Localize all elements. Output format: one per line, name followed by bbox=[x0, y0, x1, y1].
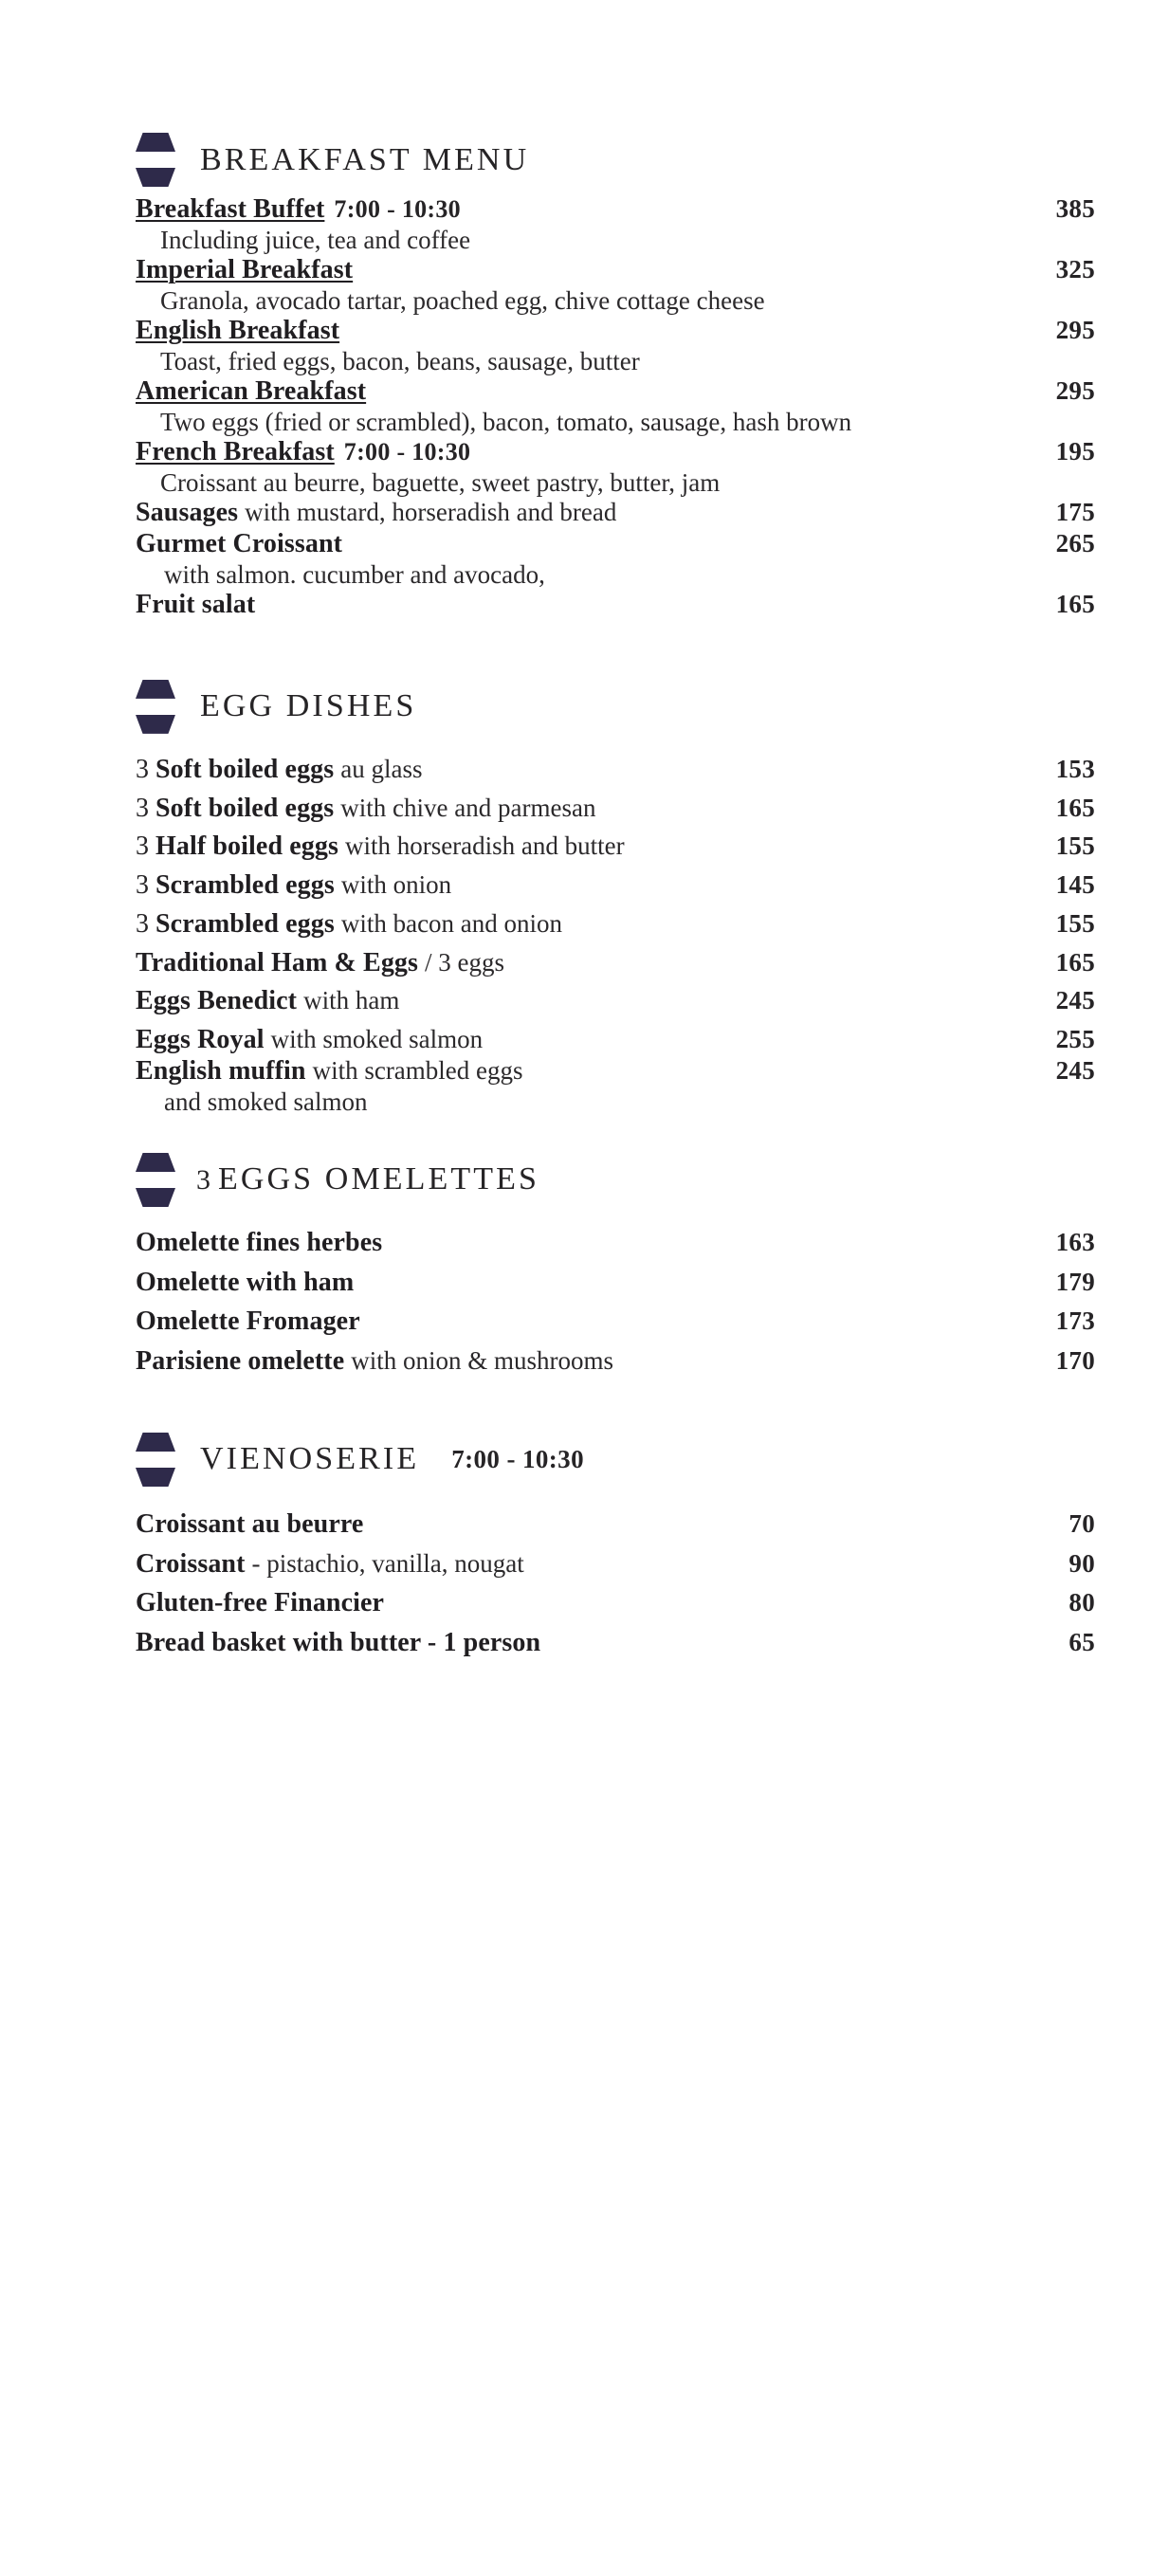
item-time: 7:00 - 10:30 bbox=[343, 438, 471, 466]
item-name: Parisiene omelette bbox=[136, 1346, 345, 1377]
item-name: English muffin bbox=[136, 1055, 306, 1086]
item-suffix: with mustard, horseradish and bread bbox=[245, 498, 617, 527]
menu-row[interactable] bbox=[136, 1628, 1095, 1659]
menu-row[interactable] bbox=[136, 948, 1095, 979]
item-label bbox=[136, 316, 1045, 347]
item-name: Eggs Benedict bbox=[136, 986, 298, 1016]
item-price: 153 bbox=[1055, 754, 1095, 783]
menu-row[interactable] bbox=[136, 794, 1095, 825]
item-name: Scrambled eggs bbox=[155, 908, 335, 939]
item-description: with salmon. cucumber and avocado, bbox=[164, 559, 545, 589]
menu-row[interactable] bbox=[136, 1306, 1095, 1338]
menu-row[interactable] bbox=[136, 1268, 1095, 1299]
menu-row[interactable] bbox=[136, 1549, 1095, 1580]
menu-row[interactable] bbox=[136, 437, 1095, 468]
menu-entry bbox=[136, 1056, 1095, 1117]
menu-row[interactable] bbox=[136, 870, 1095, 902]
item-name: Gluten-free Financier bbox=[136, 1588, 385, 1618]
item-time: 7:00 - 10:30 bbox=[334, 195, 461, 223]
menu-row[interactable] bbox=[136, 376, 1095, 408]
item-price: 179 bbox=[1055, 1267, 1095, 1296]
menu-entry bbox=[136, 316, 1095, 376]
item-suffix: with chive and parmesan bbox=[340, 793, 596, 822]
item-suffix: au glass bbox=[340, 754, 423, 783]
item-name: Omelette with ham bbox=[136, 1267, 355, 1297]
section-header-breakfast-menu bbox=[136, 133, 1095, 187]
menu-row[interactable] bbox=[136, 255, 1095, 286]
section-eggs-omelettes bbox=[136, 1153, 1095, 1378]
menu-row[interactable] bbox=[136, 529, 1095, 560]
section-header-egg-dishes bbox=[136, 680, 1095, 734]
item-label bbox=[136, 529, 1045, 560]
menu-row[interactable] bbox=[136, 1025, 1095, 1056]
item-price: 175 bbox=[1055, 498, 1095, 527]
item-name: Breakfast Buffet bbox=[136, 194, 325, 224]
item-name: Gurmet Croissant bbox=[136, 529, 343, 559]
section-title-prefix: 3 bbox=[196, 1164, 211, 1197]
item-name: Omelette Fromager bbox=[136, 1306, 360, 1337]
item-label bbox=[136, 831, 1045, 863]
menu-row[interactable] bbox=[136, 831, 1095, 863]
item-label bbox=[136, 1509, 1057, 1541]
hexagon-ornament-icon bbox=[136, 133, 175, 187]
item-label bbox=[136, 1628, 1057, 1659]
item-description: Including juice, tea and coffee bbox=[160, 225, 471, 254]
item-price: 65 bbox=[1069, 1628, 1095, 1657]
menu-row[interactable] bbox=[136, 316, 1095, 347]
item-label bbox=[136, 376, 1045, 408]
menu-row[interactable] bbox=[136, 1509, 1095, 1541]
item-price: 295 bbox=[1055, 316, 1095, 345]
item-price: 145 bbox=[1055, 870, 1095, 900]
section-title-text: EGGS OMELETTES bbox=[218, 1161, 539, 1197]
item-list-breakfast-menu bbox=[136, 194, 1095, 621]
menu-row[interactable] bbox=[136, 1228, 1095, 1259]
item-price: 163 bbox=[1055, 1227, 1095, 1256]
section-time-vienoserie: 7:00 - 10:30 bbox=[451, 1444, 584, 1473]
section-egg-dishes bbox=[136, 680, 1095, 1117]
item-price: 165 bbox=[1055, 793, 1095, 822]
item-description: Croissant au beurre, baguette, sweet pastry, butter, jam bbox=[160, 468, 721, 497]
item-price: 173 bbox=[1055, 1306, 1095, 1336]
item-description: Granola, avocado tartar, poached egg, chive cottage cheese bbox=[160, 285, 765, 315]
menu-entry bbox=[136, 498, 1095, 529]
item-name: American Breakfast bbox=[136, 376, 367, 407]
item-list-vienoserie bbox=[136, 1509, 1095, 1659]
menu-entry bbox=[136, 376, 1095, 437]
item-label bbox=[136, 909, 1045, 941]
item-price: 155 bbox=[1055, 831, 1095, 861]
item-suffix: with smoked salmon bbox=[270, 1025, 484, 1054]
item-label bbox=[136, 1346, 1045, 1378]
item-qty: 3 bbox=[136, 870, 149, 901]
item-name: Croissant bbox=[136, 1548, 246, 1579]
item-suffix: with horseradish and butter bbox=[344, 831, 625, 861]
item-name: Sausages bbox=[136, 498, 239, 528]
menu-row[interactable] bbox=[136, 1056, 1095, 1087]
item-suffix: - pistachio, vanilla, nougat bbox=[251, 1548, 524, 1578]
item-suffix: / 3 eggs bbox=[425, 947, 505, 977]
menu-row[interactable] bbox=[136, 1588, 1095, 1619]
item-price: 385 bbox=[1055, 194, 1095, 223]
item-name: Fruit salat bbox=[136, 590, 256, 620]
item-name: Soft boiled eggs bbox=[155, 754, 335, 784]
item-name: Bread basket with butter - 1 person bbox=[136, 1628, 541, 1658]
item-list-eggs-omelettes bbox=[136, 1228, 1095, 1378]
item-price: 170 bbox=[1055, 1346, 1095, 1376]
item-description: Two eggs (fried or scrambled), bacon, tomato, sausage, hash brown bbox=[160, 407, 852, 436]
menu-row[interactable] bbox=[136, 590, 1095, 621]
item-label bbox=[136, 255, 1045, 286]
item-name: Eggs Royal bbox=[136, 1025, 265, 1055]
item-name: Half boiled eggs bbox=[155, 831, 338, 862]
item-qty: 3 bbox=[136, 908, 149, 939]
menu-row[interactable] bbox=[136, 498, 1095, 529]
item-name: Scrambled eggs bbox=[155, 870, 335, 901]
menu-entry bbox=[136, 194, 1095, 255]
item-label bbox=[136, 794, 1045, 825]
item-label bbox=[136, 1025, 1045, 1056]
item-label bbox=[136, 1228, 1045, 1259]
section-title-vienoserie: VIENOSERIE bbox=[200, 1441, 420, 1477]
item-price: 90 bbox=[1069, 1548, 1095, 1578]
item-label bbox=[136, 1268, 1045, 1299]
item-name: English Breakfast bbox=[136, 316, 340, 346]
section-header-vienoserie bbox=[136, 1433, 1095, 1487]
section-header-eggs-omelettes bbox=[136, 1153, 1095, 1207]
section-title-egg-dishes: EGG DISHES bbox=[200, 688, 417, 724]
item-label bbox=[136, 498, 1045, 529]
item-suffix: with scrambled eggs bbox=[312, 1055, 523, 1085]
hexagon-ornament-icon bbox=[136, 1433, 175, 1487]
item-price: 80 bbox=[1069, 1588, 1095, 1617]
item-label bbox=[136, 1549, 1057, 1580]
item-label bbox=[136, 194, 1045, 226]
item-name: Soft boiled eggs bbox=[155, 793, 335, 823]
item-price: 70 bbox=[1069, 1508, 1095, 1538]
item-price: 165 bbox=[1055, 947, 1095, 977]
item-name: Croissant au beurre bbox=[136, 1508, 364, 1539]
section-title-breakfast-menu: BREAKFAST MENU bbox=[200, 141, 530, 177]
item-price: 165 bbox=[1055, 590, 1095, 619]
section-vienoserie bbox=[136, 1433, 1095, 1659]
menu-row[interactable] bbox=[136, 755, 1095, 786]
item-suffix: with onion & mushrooms bbox=[351, 1346, 614, 1376]
menu-entry bbox=[136, 590, 1095, 621]
item-label bbox=[136, 1306, 1045, 1338]
menu-row[interactable] bbox=[136, 986, 1095, 1017]
item-price: 155 bbox=[1055, 908, 1095, 938]
menu-row[interactable] bbox=[136, 1346, 1095, 1378]
item-label bbox=[136, 870, 1045, 902]
item-name: Omelette fines herbes bbox=[136, 1227, 383, 1257]
item-description: Toast, fried eggs, bacon, beans, sausage, butter bbox=[160, 346, 640, 375]
item-label bbox=[136, 1056, 1045, 1087]
item-price: 295 bbox=[1055, 376, 1095, 406]
hexagon-ornament-icon bbox=[136, 680, 175, 734]
item-price: 245 bbox=[1055, 1055, 1095, 1085]
item-list-egg-dishes bbox=[136, 755, 1095, 1117]
menu-entry bbox=[136, 255, 1095, 316]
menu-row[interactable] bbox=[136, 194, 1095, 226]
item-label bbox=[136, 1588, 1057, 1619]
item-name: Imperial Breakfast bbox=[136, 255, 354, 285]
item-price: 255 bbox=[1055, 1025, 1095, 1054]
item-label bbox=[136, 755, 1045, 786]
item-price: 245 bbox=[1055, 986, 1095, 1015]
item-price: 195 bbox=[1055, 437, 1095, 466]
item-qty: 3 bbox=[136, 754, 149, 784]
item-label bbox=[136, 590, 1045, 621]
item-qty: 3 bbox=[136, 831, 149, 862]
item-price: 265 bbox=[1055, 529, 1095, 558]
item-suffix: with ham bbox=[303, 986, 400, 1015]
section-title-eggs-omelettes bbox=[196, 1163, 539, 1196]
item-description: and smoked salmon bbox=[164, 1087, 368, 1116]
menu-entry bbox=[136, 529, 1095, 590]
item-suffix: with bacon and onion bbox=[340, 908, 563, 938]
section-breakfast-menu bbox=[136, 133, 1095, 621]
item-name: Traditional Ham & Eggs bbox=[136, 947, 419, 977]
menu-entry bbox=[136, 437, 1095, 498]
item-label bbox=[136, 986, 1045, 1017]
item-suffix: with onion bbox=[340, 870, 452, 900]
hexagon-ornament-icon bbox=[136, 1153, 175, 1207]
item-label bbox=[136, 437, 1045, 468]
item-label bbox=[136, 948, 1045, 979]
item-qty: 3 bbox=[136, 793, 149, 823]
item-price: 325 bbox=[1055, 255, 1095, 284]
item-name: French Breakfast bbox=[136, 437, 335, 467]
menu-row[interactable] bbox=[136, 909, 1095, 941]
